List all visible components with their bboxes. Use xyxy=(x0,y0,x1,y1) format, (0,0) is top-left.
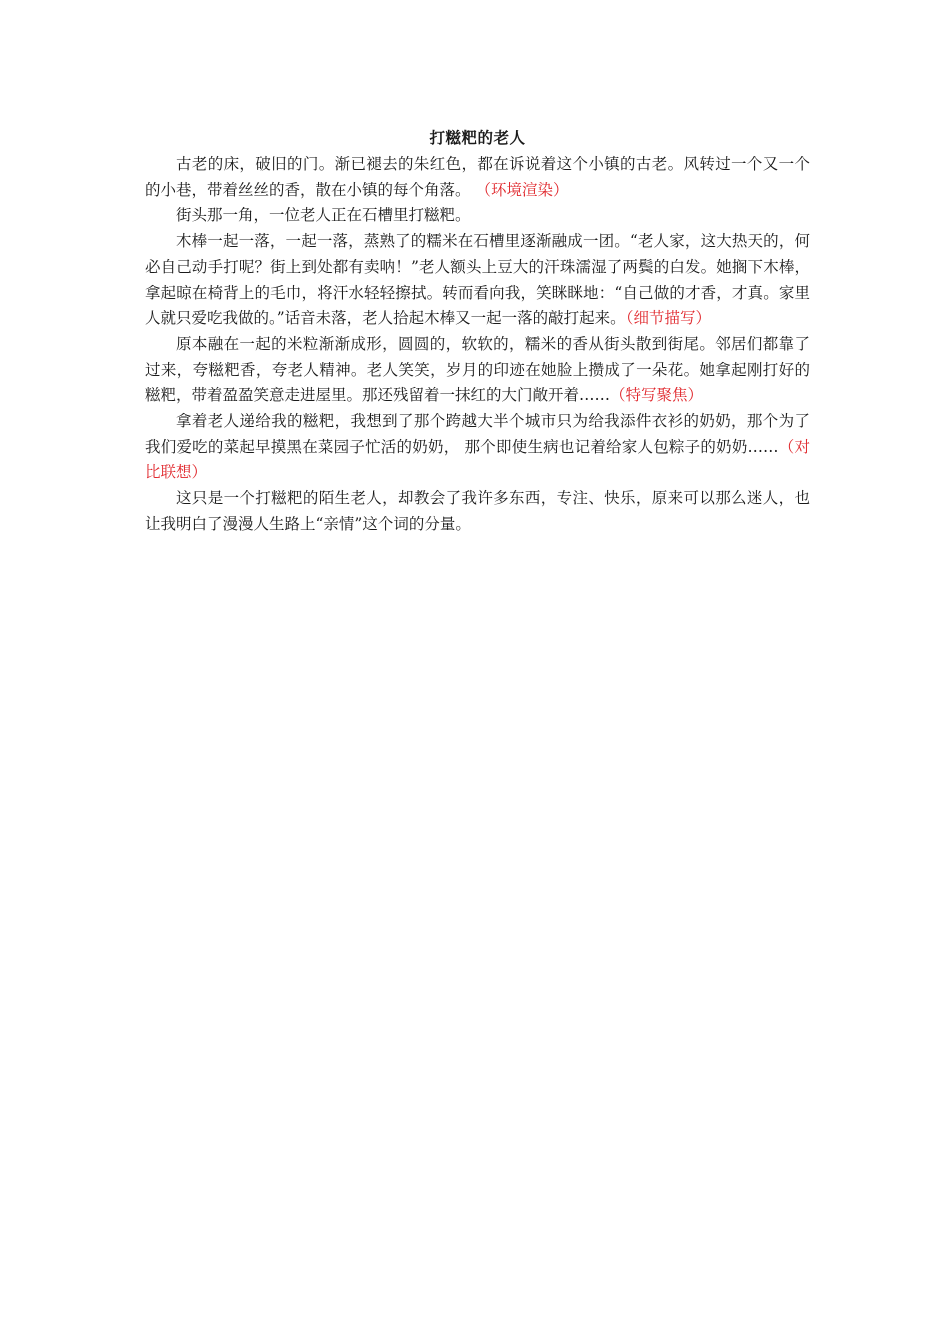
annotation-note: （特写聚焦） xyxy=(610,386,704,405)
paragraph-text: 原本融在一起的米粒渐渐成形，圆圆的，软软的，糯米的香从街头散到街尾。邻居们都靠了过来，夸糍粑香，夸老人精神。老人笑笑，岁月的印迹在她脸上攒成了一朵花。她拿起刚打好的糍粑，带着盈盈笑意走进屋里。那还残留着一抹红的大门敞开着…… xyxy=(145,334,810,405)
paragraph-street-corner xyxy=(145,203,810,229)
paragraph-detail xyxy=(145,229,810,332)
paragraph-text: 古老的床，破旧的门。渐已褪去的朱红色，都在诉说着这个小镇的古老。风转过一个又一个的小巷，带着丝丝的香，散在小镇的每个角落。 xyxy=(145,155,810,199)
paragraph-text: 木棒一起一落，一起一落，蒸熟了的糯米在石槽里逐渐融成一团。“老人家，这大热天的，何必自己动手打呢？街上到处都有卖呐！”老人额头上豆大的汗珠濡湿了两鬓的白发。她搁下木棒，拿起晾在椅背上的毛巾，将汗水轻轻擦拭。转而看向我，笑眯眯地：“自己做的才香，才真。家里人就只爱吃我做的。”话音未落，老人拾起木棒又一起一落的敲打起来。 xyxy=(145,232,810,328)
document-title: 打糍粑的老人 xyxy=(429,128,526,147)
annotation-note: （对比联想） xyxy=(145,437,810,482)
annotation-note: （细节描写） xyxy=(625,309,711,328)
paragraph-association xyxy=(145,409,810,486)
annotation-note: （环境渲染） xyxy=(475,180,569,199)
paragraph-environment xyxy=(145,152,810,203)
paragraph-closeup xyxy=(145,332,810,409)
paragraph-text: 拿着老人递给我的糍粑，我想到了那个跨越大半个城市只为给我添件衣衫的奶奶，那个为了我们爱吃的菜起早摸黑在菜园子忙活的奶奶， 那个即使生病也记着给家人包粽子的奶奶…… xyxy=(145,412,810,456)
paragraph-text: 这只是一个打糍粑的陌生老人，却教会了我许多东西，专注、快乐，原来可以那么迷人，也让我明白了漫漫人生路上“亲情”这个词的分量。 xyxy=(145,489,810,533)
paragraph-text: 街头那一角，一位老人正在石槽里打糍粑。 xyxy=(176,206,471,225)
paragraph-conclusion xyxy=(145,486,810,537)
document-page xyxy=(145,126,810,538)
